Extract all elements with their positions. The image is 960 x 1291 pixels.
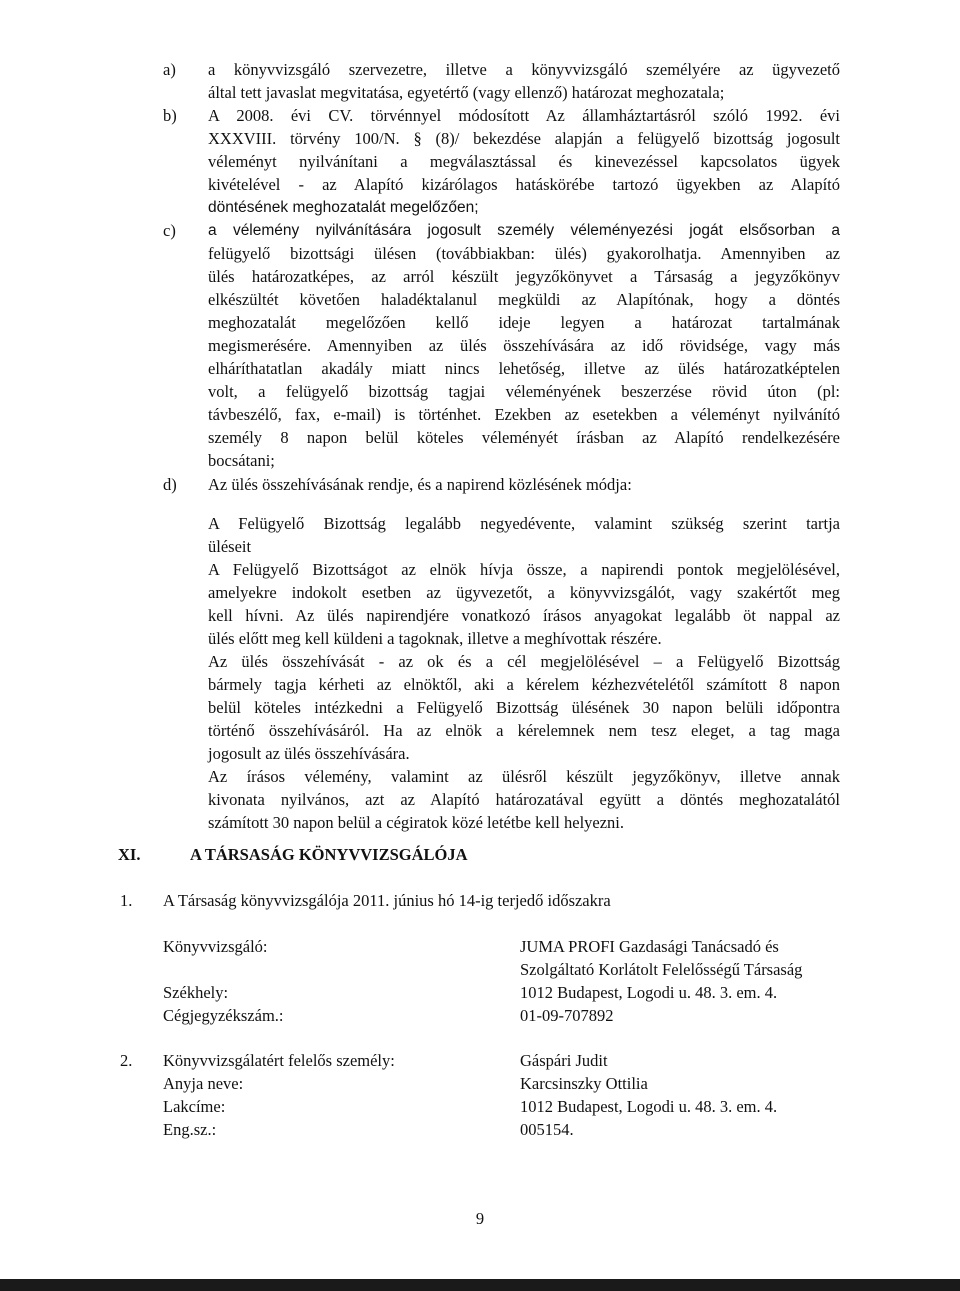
item-c-line-3: ülés határozatképes, az arról készült jegyzőkönyvet a Társaság a jegyzőkönyv xyxy=(208,267,840,286)
item-a-line-1: a könyvvizsgáló szervezetre, illetve a könyvvizsgáló személyére az ügyvezető xyxy=(208,60,840,79)
item-a-marker: a) xyxy=(163,60,176,79)
d-body-line-8: bármely tagja kérheti az elnöktől, aki a kérelem kézhezvételétől számított 8 napon xyxy=(208,675,840,694)
mother-name-label: Anyja neve: xyxy=(163,1074,244,1093)
d-body-line-11: jogosult az ülés összehívására. xyxy=(208,744,410,763)
address-label: Lakcíme: xyxy=(163,1097,226,1116)
item-c-line-7: elháríthatatlan akadály miatt nincs lehetőség, illetve az ülés határozatképtelen xyxy=(208,359,840,378)
scan-edge-bar xyxy=(0,1279,960,1291)
page-number: 9 xyxy=(475,1209,485,1228)
item-c-line-4: elkészültét követően haladéktalanul megküldi az Alapítónak, hogy a döntés xyxy=(208,290,840,309)
d-body-line-1: A Felügyelő Bizottság legalább negyedévente, valamint szükség szerint tartja xyxy=(208,514,840,533)
address-value: 1012 Budapest, Logodi u. 48. 3. em. 4. xyxy=(520,1097,778,1116)
item-c-line-9: távbeszélő, fax, e-mail) is történhet. Ezekben az esetekben a véleményt nyilvánító xyxy=(208,405,840,424)
d-body-line-4: amelyekre indokolt esetben az ügyvezetőt, a könyvvizsgálót, vagy szakértőt meg xyxy=(208,583,840,602)
item-b-line-3: véleményt nyilvánítani a megválasztással és kinevezéssel kapcsolatos ügyek xyxy=(208,152,840,171)
item-b-line-2: XXXVIII. törvény 100/N. § (8)/ bekezdése alapján a felügyelő bizottság jogosult xyxy=(208,129,840,148)
registration-label: Cégjegyzékszám.: xyxy=(163,1006,284,1025)
item-c-line-11: bocsátani; xyxy=(208,451,275,470)
auditor-value-line-2: Szolgáltató Korlátolt Felelősségű Társaság xyxy=(520,960,803,979)
item-a-line-2: által tett javaslat megvitatása, egyetértő (vagy ellenző) határozat meghozatala; xyxy=(208,83,725,102)
item-c-line-1: a vélemény nyilvánítására jogosult személy véleményezési jogát elsősorban a xyxy=(208,222,840,239)
d-body-line-12: Az írásos vélemény, valamint az ülésről készült jegyzőkönyv, illetve annak xyxy=(208,767,840,786)
registration-value: 01-09-707892 xyxy=(520,1006,614,1025)
mother-name-value: Karcsinszky Ottilia xyxy=(520,1074,648,1093)
seat-value: 1012 Budapest, Logodi u. 48. 3. em. 4. xyxy=(520,983,778,1002)
responsible-person-value: Gáspári Judit xyxy=(520,1051,608,1070)
item-c-marker: c) xyxy=(163,221,176,240)
seat-label: Székhely: xyxy=(163,983,229,1002)
license-value: 005154. xyxy=(520,1120,574,1139)
d-body-line-5: kell hívni. Az ülés napirendjére vonatkozó írásos anyagokat legalább öt nappal az xyxy=(208,606,840,625)
item-c-line-2: felügyelő bizottsági ülésen (továbbiakban: ülés) gyakorolhatja. Amennyiben az xyxy=(208,244,840,263)
item-b-line-5: döntésének meghozatalát megelőzően; xyxy=(208,199,479,216)
d-body-line-7: Az ülés összehívását - az ok és a cél megjelölésével – a Felügyelő Bizottság xyxy=(208,652,840,671)
d-body-line-13: kivonata nyilvános, azt az Alapító határozatával együtt a döntés meghozatalától xyxy=(208,790,840,809)
d-body-line-14: számított 30 napon belül a cégiratok közé letétbe kell helyezni. xyxy=(208,813,625,832)
section-number: XI. xyxy=(118,845,141,864)
item-c-line-10: személy 8 napon belül köteles véleményét írásban az Alapító rendelkezésére xyxy=(208,428,840,447)
d-body-line-9: belül köteles intézkedni a Felügyelő Bizottság ülésének 30 napon belüli időpontra xyxy=(208,698,840,717)
auditor-label: Könyvvizsgáló: xyxy=(163,937,268,956)
item-c-line-8: volt, a felügyelő bizottság tagjai véleményének beszerzése rövid úton (pl: xyxy=(208,382,840,401)
item-c-line-5: meghozatalát megelőzően kellő ideje legyen a határozat tartalmának xyxy=(208,313,840,332)
d-body-line-2: üléseit xyxy=(208,537,252,556)
point-2-number: 2. xyxy=(120,1051,133,1070)
item-b-marker: b) xyxy=(163,106,177,125)
license-label: Eng.sz.: xyxy=(163,1120,217,1139)
item-d-line-1: Az ülés összehívásának rendje, és a napirend közlésének módja: xyxy=(208,475,632,494)
d-body-line-3: A Felügyelő Bizottságot az elnök hívja össze, a napirendi pontok megjelölésével, xyxy=(208,560,840,579)
point-1-text: A Társaság könyvvizsgálója 2011. június hó 14-ig terjedő időszakra xyxy=(163,891,611,910)
item-d-marker: d) xyxy=(163,475,177,494)
section-title: A TÁRSASÁG KÖNYVVIZSGÁLÓJA xyxy=(190,845,468,864)
item-b-line-1: A 2008. évi CV. törvénnyel módosított Az államháztartásról szóló 1992. évi xyxy=(208,106,840,125)
point-1-number: 1. xyxy=(120,891,133,910)
d-body-line-6: ülés előtt meg kell küldeni a tagoknak, illetve a meghívottak részére. xyxy=(208,629,662,648)
auditor-value-line-1: JUMA PROFI Gazdasági Tanácsadó és xyxy=(520,937,779,956)
responsible-person-label: Könyvvizsgálatért felelős személy: xyxy=(163,1051,395,1070)
item-b-line-4: kivételével - az Alapító kizárólagos hatáskörébe tartozó ügyekben az Alapító xyxy=(208,175,840,194)
item-c-line-6: megismerésére. Amennyiben az ülés összehívására az idő rövidsége, vagy más xyxy=(208,336,840,355)
d-body-line-10: történő összehívásáról. Ha az elnök a kérelemnek nem tesz eleget, a tag maga xyxy=(208,721,840,740)
